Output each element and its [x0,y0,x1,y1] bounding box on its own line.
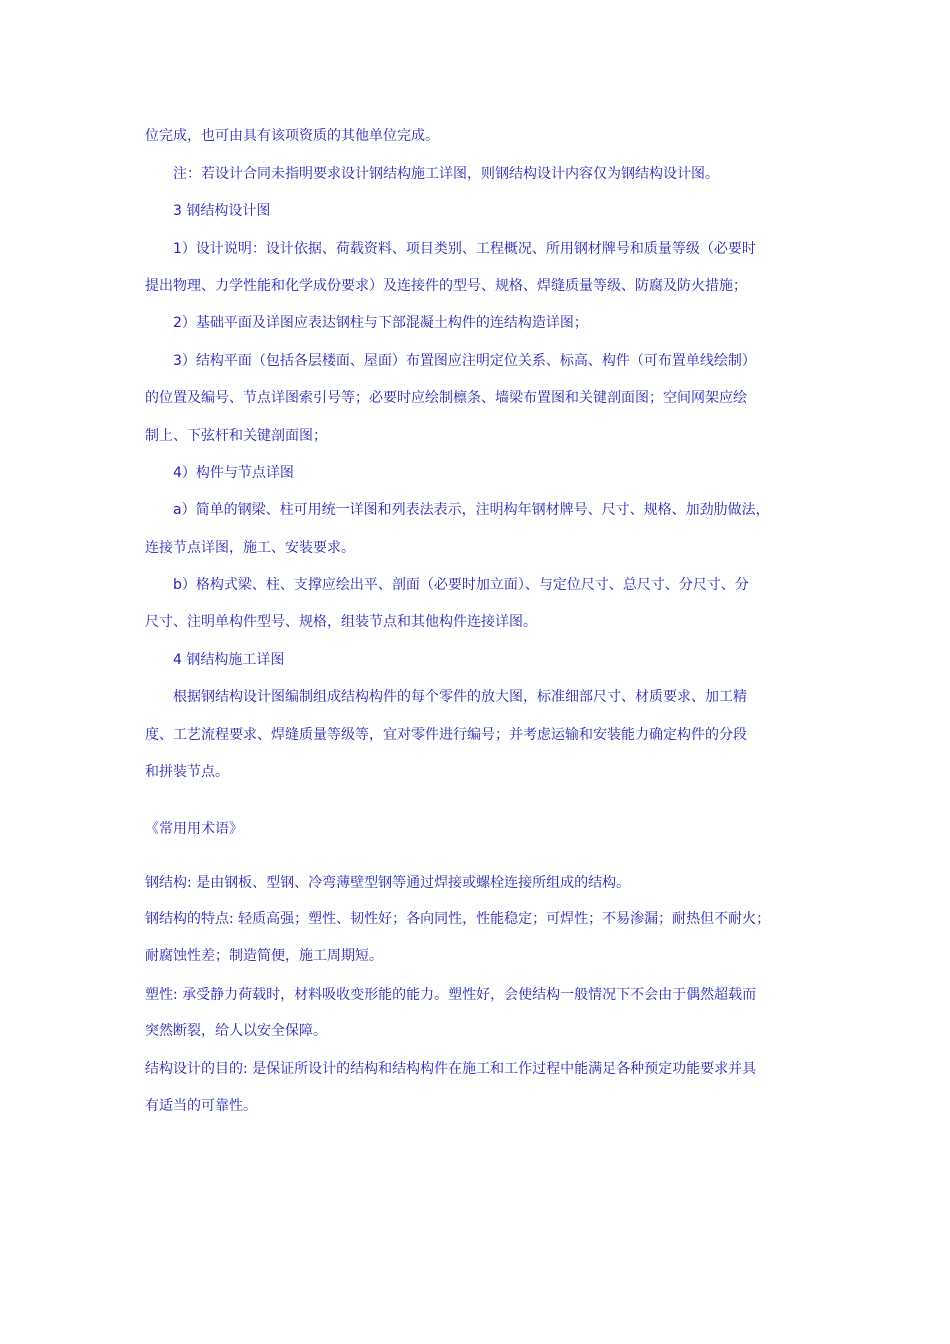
glossary-entry-cont: 突然断裂，给人以安全保障。 [145,1023,327,1039]
text-line: 2）基础平面及详图应表达钢柱与下部混凝土构件的连结构造详图； [173,315,588,331]
text-line: 和拼装节点。 [145,764,229,780]
text-line: 尺寸、注明单构件型号、规格，组装节点和其他构件连接详图。 [145,614,537,630]
note-line: 注：若设计合同未指明要求设计钢结构施工详图，则钢结构设计内容仅为钢结构设计图。 [173,166,719,182]
glossary-entry: 钢结构的特点: 轻质高强；塑性、韧性好；各向同性，性能稳定；可焊性；不易渗漏；耐热但不耐火； [145,911,771,927]
text-line: 提出物理、力学性能和化学成份要求）及连接件的型号、规格、焊缝质量等级、防腐及防火措施； [145,278,747,294]
text-line: 连接节点详图，施工、安装要求。 [145,540,355,556]
text-line: 1）设计说明：设计依据、荷载资料、项目类别、工程概况、所用钢材牌号和质量等级（必要时 [173,241,756,257]
text-line: 3）结构平面（包括各层楼面、屋面）布置图应注明定位关系、标高、构件（可布置单线绘制） [173,353,756,369]
glossary-entry: 塑性: 承受静力荷载时，材料吸收变形能的能力。塑性好，会使结构一般情况下不会由于偶然超载而 [145,987,757,1003]
section-heading: 4 钢结构施工详图 [173,652,285,668]
text-line: a）简单的钢梁、柱可用统一详图和列表法表示，注明构年钢材牌号、尺寸、规格、加劲肋做法， [173,502,770,518]
glossary-entry: 结构设计的目的: 是保证所设计的结构和结构构件在施工和工作过程中能满足各种预定功能要求并具 [145,1061,757,1077]
glossary-entry: 钢结构: 是由钢板、型钢、冷弯薄壁型钢等通过焊接或螺栓连接所组成的结构。 [145,875,631,891]
text-line: 位完成，也可由具有该项资质的其他单位完成。 [145,128,439,144]
text-line: 的位置及编号、节点详图索引号等；必要时应绘制檩条、墙梁布置图和关键剖面图；空间网架应绘 [145,390,747,406]
text-line: 制上、下弦杆和关键剖面图； [145,428,327,444]
text-line: 根据钢结构设计图编制组成结构构件的每个零件的放大图，标准细部尺寸、材质要求、加工精 [173,689,747,705]
glossary-heading: 《常用用术语》 [145,821,243,837]
text-line: b）格构式梁、柱、支撑应绘出平、剖面（必要时加立面）、与定位尺寸、总尺寸、分尺寸、分 [173,577,749,593]
text-line: 4）构件与节点详图 [173,465,294,481]
glossary-entry-cont: 有适当的可靠性。 [145,1098,257,1114]
section-heading: 3 钢结构设计图 [173,203,271,219]
text-line: 度、工艺流程要求、焊缝质量等级等，宜对零件进行编号；并考虑运输和安装能力确定构件的分段 [145,727,747,743]
glossary-entry-cont: 耐腐蚀性差；制造简便，施工周期短。 [145,948,383,964]
